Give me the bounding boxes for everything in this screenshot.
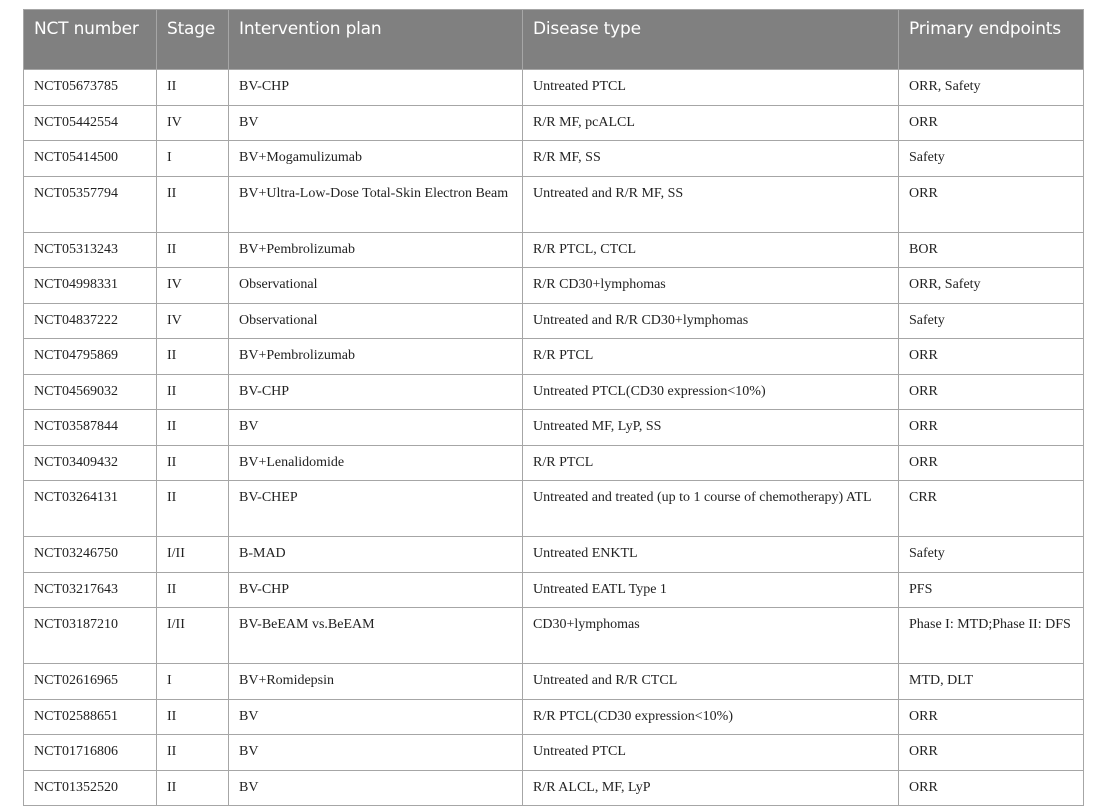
cell-stage: I/II [157,537,229,573]
cell-primary-endpoints: ORR [899,445,1084,481]
cell-disease-type: R/R MF, SS [523,141,899,177]
table-body [24,70,1084,806]
cell-primary-endpoints: ORR [899,339,1084,375]
cell-disease-type: R/R PTCL [523,339,899,375]
cell-nct-number: NCT03187210 [24,608,157,664]
cell-stage: II [157,232,229,268]
cell-disease-type: Untreated ENKTL [523,537,899,573]
cell-intervention-plan: BV-CHP [229,374,523,410]
cell-intervention-plan: BV [229,105,523,141]
cell-primary-endpoints: ORR [899,770,1084,806]
table-row [24,141,1084,177]
cell-primary-endpoints: MTD, DLT [899,664,1084,700]
table-row [24,664,1084,700]
cell-stage: II [157,481,229,537]
cell-disease-type: CD30+lymphomas [523,608,899,664]
table-row [24,608,1084,664]
table-row [24,232,1084,268]
cell-primary-endpoints: PFS [899,572,1084,608]
header-nct-number: NCT number [24,10,157,70]
cell-stage: IV [157,303,229,339]
table-row [24,735,1084,771]
cell-primary-endpoints: BOR [899,232,1084,268]
table-row [24,481,1084,537]
cell-stage: II [157,410,229,446]
cell-stage: I [157,141,229,177]
table-row [24,537,1084,573]
cell-primary-endpoints: ORR [899,735,1084,771]
cell-disease-type: Untreated and treated (up to 1 course of chemotherapy) ATL [523,481,899,537]
table-row [24,303,1084,339]
cell-intervention-plan: BV-CHP [229,70,523,106]
cell-intervention-plan: BV+Mogamulizumab [229,141,523,177]
cell-intervention-plan: BV+Pembrolizumab [229,232,523,268]
cell-primary-endpoints: ORR [899,699,1084,735]
cell-intervention-plan: BV [229,410,523,446]
cell-stage: IV [157,268,229,304]
cell-disease-type: Untreated MF, LyP, SS [523,410,899,446]
cell-disease-type: Untreated EATL Type 1 [523,572,899,608]
cell-nct-number: NCT05357794 [24,176,157,232]
cell-intervention-plan: BV [229,699,523,735]
cell-stage: IV [157,105,229,141]
cell-nct-number: NCT05673785 [24,70,157,106]
cell-stage: II [157,445,229,481]
table-row [24,105,1084,141]
cell-primary-endpoints: ORR, Safety [899,268,1084,304]
cell-primary-endpoints: CRR [899,481,1084,537]
cell-primary-endpoints: ORR [899,410,1084,446]
cell-nct-number: NCT02616965 [24,664,157,700]
table-row [24,445,1084,481]
cell-stage: II [157,374,229,410]
cell-primary-endpoints: ORR [899,105,1084,141]
cell-disease-type: R/R PTCL, CTCL [523,232,899,268]
cell-nct-number: NCT02588651 [24,699,157,735]
cell-disease-type: Untreated and R/R CD30+lymphomas [523,303,899,339]
cell-primary-endpoints: Safety [899,537,1084,573]
table-header [24,10,1084,70]
cell-intervention-plan: BV [229,770,523,806]
cell-nct-number: NCT04837222 [24,303,157,339]
clinical-trials-table [23,9,1084,806]
cell-stage: II [157,572,229,608]
cell-stage: II [157,699,229,735]
cell-primary-endpoints: Safety [899,141,1084,177]
cell-primary-endpoints: Safety [899,303,1084,339]
cell-nct-number: NCT05313243 [24,232,157,268]
table-row [24,176,1084,232]
cell-nct-number: NCT01716806 [24,735,157,771]
cell-intervention-plan: BV [229,735,523,771]
cell-disease-type: Untreated and R/R MF, SS [523,176,899,232]
cell-disease-type: R/R MF, pcALCL [523,105,899,141]
clinical-trials-table-container [23,9,1083,806]
cell-nct-number: NCT03264131 [24,481,157,537]
cell-disease-type: Untreated PTCL(CD30 expression<10%) [523,374,899,410]
header-disease-type: Disease type [523,10,899,70]
table-row [24,70,1084,106]
cell-primary-endpoints: Phase I: MTD;Phase II: DFS [899,608,1084,664]
table-row [24,572,1084,608]
cell-intervention-plan: BV+Pembrolizumab [229,339,523,375]
cell-nct-number: NCT03246750 [24,537,157,573]
cell-nct-number: NCT04795869 [24,339,157,375]
table-row [24,770,1084,806]
cell-disease-type: R/R CD30+lymphomas [523,268,899,304]
cell-disease-type: R/R PTCL(CD30 expression<10%) [523,699,899,735]
table-row [24,699,1084,735]
table-row [24,374,1084,410]
cell-disease-type: R/R ALCL, MF, LyP [523,770,899,806]
cell-nct-number: NCT01352520 [24,770,157,806]
header-primary-endpoints: Primary endpoints [899,10,1084,70]
cell-nct-number: NCT04569032 [24,374,157,410]
header-row [24,10,1084,70]
cell-primary-endpoints: ORR, Safety [899,70,1084,106]
cell-intervention-plan: Observational [229,268,523,304]
cell-stage: II [157,176,229,232]
cell-intervention-plan: B-MAD [229,537,523,573]
cell-nct-number: NCT03409432 [24,445,157,481]
table-row [24,268,1084,304]
cell-stage: II [157,70,229,106]
cell-nct-number: NCT03217643 [24,572,157,608]
header-intervention-plan: Intervention plan [229,10,523,70]
cell-nct-number: NCT05414500 [24,141,157,177]
cell-primary-endpoints: ORR [899,176,1084,232]
cell-disease-type: R/R PTCL [523,445,899,481]
cell-intervention-plan: BV+Romidepsin [229,664,523,700]
cell-stage: I [157,664,229,700]
table-row [24,410,1084,446]
cell-nct-number: NCT05442554 [24,105,157,141]
cell-nct-number: NCT03587844 [24,410,157,446]
cell-intervention-plan: Observational [229,303,523,339]
cell-intervention-plan: BV-CHP [229,572,523,608]
cell-primary-endpoints: ORR [899,374,1084,410]
cell-stage: II [157,339,229,375]
cell-disease-type: Untreated PTCL [523,735,899,771]
cell-intervention-plan: BV-CHEP [229,481,523,537]
cell-stage: II [157,770,229,806]
header-stage: Stage [157,10,229,70]
cell-stage: II [157,735,229,771]
cell-nct-number: NCT04998331 [24,268,157,304]
cell-disease-type: Untreated PTCL [523,70,899,106]
cell-intervention-plan: BV+Ultra-Low-Dose Total-Skin Electron Beam [229,176,523,232]
table-row [24,339,1084,375]
cell-stage: I/II [157,608,229,664]
cell-disease-type: Untreated and R/R CTCL [523,664,899,700]
cell-intervention-plan: BV+Lenalidomide [229,445,523,481]
cell-intervention-plan: BV-BeEAM vs.BeEAM [229,608,523,664]
